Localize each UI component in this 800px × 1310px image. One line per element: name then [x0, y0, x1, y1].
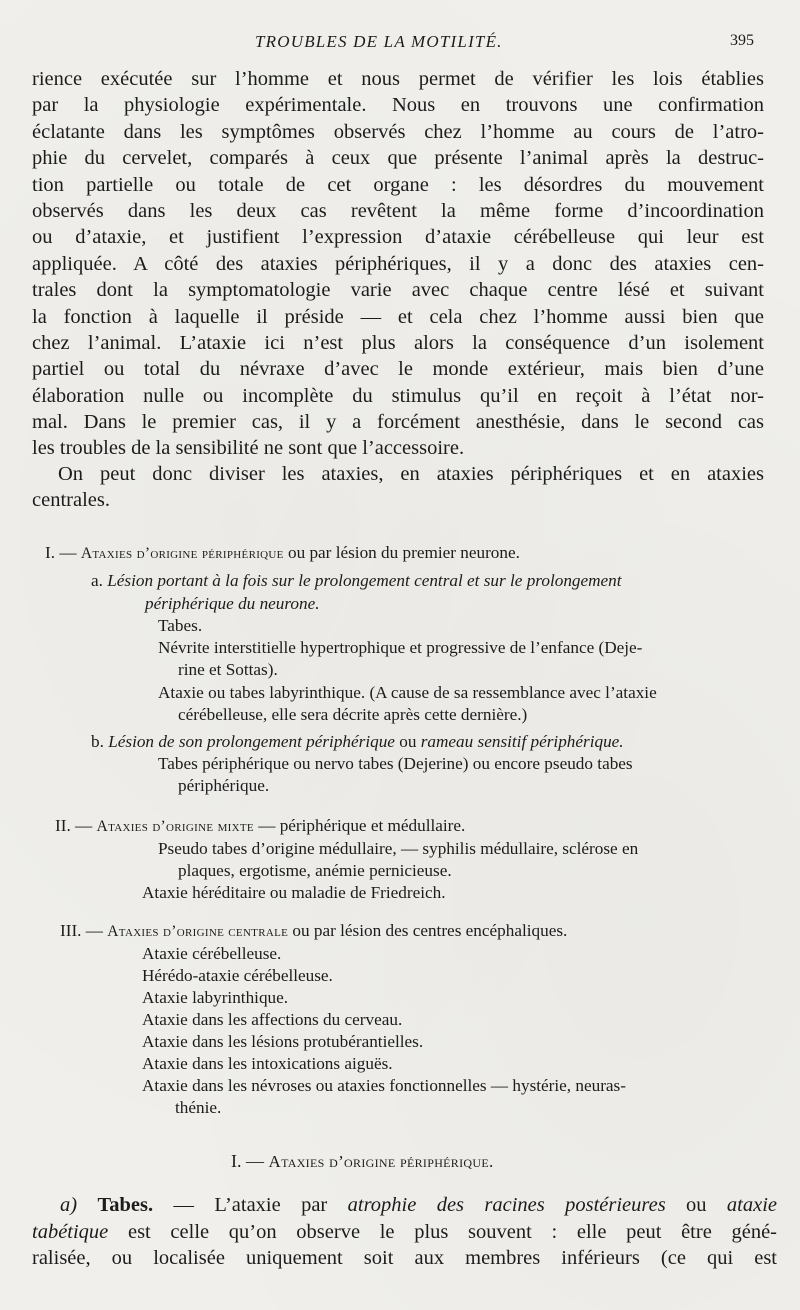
text-line: On peut donc diviser les ataxies, en ataxies périphériques et en ataxies: [58, 463, 764, 485]
outline-item: Tabes périphérique ou nervo tabes (Dejerine) ou encore pseudo tabes: [158, 754, 633, 773]
outline-item: Ataxie cérébelleuse.: [142, 944, 282, 963]
outline-item: Ataxie dans les névroses ou ataxies fonctionnelles — hystérie, neuras-: [142, 1076, 626, 1095]
section-title: Ataxies d’origine périphérique.: [268, 1152, 494, 1171]
italic-run: ataxie: [726, 1194, 777, 1216]
outline-label: b.: [91, 732, 104, 751]
outline-label: a.: [91, 571, 103, 590]
outline-italic-text: rameau sensitif périphérique.: [420, 732, 624, 751]
paragraph-tabes: [32, 1192, 777, 1272]
outline-subheading-a-cont: périphérique du neurone.: [145, 594, 320, 613]
outline-item: Ataxie dans les intoxications aiguës.: [142, 1054, 393, 1073]
outline-rest: ou par lésion des centres encéphaliques.: [292, 921, 568, 940]
text-line: ralisée, ou localisée uniquement soit aux membres inférieurs (ce qui est: [32, 1247, 777, 1269]
outline-subheading-a: [91, 570, 622, 591]
paragraph-division: [32, 461, 764, 514]
outline-title: Ataxies d’origine périphérique: [80, 545, 284, 562]
outline-numeral: III.: [60, 921, 82, 940]
outline-dash: —: [59, 543, 77, 562]
page-header: [0, 24, 800, 54]
text-line: centrales.: [32, 489, 110, 512]
italic-run: atrophie des racines postérieures: [347, 1194, 666, 1216]
item-title: Tabes.: [97, 1194, 154, 1216]
text-line: appliquée. A côté des ataxies périphériques, il y a donc des ataxies cen-: [32, 252, 764, 275]
outline-item: Ataxie dans les affections du cerveau.: [142, 1010, 403, 1029]
outline-item: plaques, ergotisme, anémie pernicieuse.: [178, 861, 452, 880]
outline-item: Névrite interstitielle hypertrophique et progressive de l’enfance (Deje-: [158, 638, 643, 657]
outline-italic-text: Lésion portant à la fois sur le prolongement central et sur le prolongement: [107, 571, 622, 590]
text-line: éclatante dans les symptômes observés chez l’homme au cours de l’atro-: [32, 120, 764, 143]
outline-item: rine et Sottas).: [178, 660, 278, 679]
text-line: tion partielle ou totale de cet organe : les désordres du mouvement: [32, 173, 764, 196]
outline-numeral: I.: [45, 543, 56, 562]
running-title: TROUBLES DE LA MOTILITÉ.: [255, 32, 503, 51]
outline-numeral: II.: [55, 816, 71, 835]
text-line: mal. Dans le premier cas, il y a forcément anesthésie, dans le second cas: [32, 411, 764, 434]
text-line: partiel ou total du névraxe d’avec le monde extérieur, mais bien d’une: [32, 358, 764, 381]
text-line: ou d’ataxie, et justifient l’expression d’ataxie cérébelleuse qui leur est: [32, 226, 764, 249]
outline-title: Ataxies d’origine centrale: [107, 923, 289, 940]
outline-item: cérébelleuse, elle sera décrite après cette dernière.): [178, 705, 528, 724]
outline-heading-ii: [55, 815, 465, 837]
outline-rest: ou par lésion du premier neurone.: [287, 543, 520, 562]
text-line: rience exécutée sur l’homme et nous permet de vérifier les lois établies: [32, 68, 764, 90]
section-heading: [231, 1151, 494, 1172]
outline-item: Hérédo-ataxie cérébelleuse.: [142, 966, 333, 985]
outline-rest: — périphérique et médullaire.: [258, 816, 466, 835]
outline-item: périphérique.: [178, 776, 270, 795]
italic-run: tabétique: [32, 1220, 109, 1243]
outline-item: thénie.: [175, 1098, 222, 1117]
outline-item: Tabes.: [158, 616, 203, 635]
outline-item: Ataxie labyrinthique.: [142, 988, 289, 1007]
text-line: élaboration nulle ou incomplète du stimulus qu’il en reçoit à l’état nor-: [32, 384, 764, 407]
outline-item: Ataxie dans les lésions protubérantielles.: [142, 1032, 424, 1051]
outline-item: Ataxie ou tabes labyrinthique. (A cause de sa ressemblance avec l’ataxie: [158, 683, 657, 702]
page-number: 395: [730, 32, 754, 49]
text-run: — L’ataxie par: [173, 1194, 328, 1216]
text-run: ou: [686, 1194, 707, 1216]
outline-item: Ataxie héréditaire ou maladie de Friedreich.: [142, 883, 446, 902]
text-line: observés dans les deux cas revêtent la même forme d’incoordination: [32, 199, 764, 222]
paragraph-main: [32, 66, 764, 462]
outline-title: Ataxies d’origine mixte: [96, 818, 254, 835]
text-line: [32, 1192, 777, 1219]
section-numeral: I. —: [231, 1151, 264, 1171]
outline-heading-i: [45, 542, 520, 564]
outline-subheading-b: [91, 731, 624, 752]
text-line: les troubles de la sensibilité ne sont que l’accessoire.: [32, 437, 465, 460]
text-line: [32, 1219, 777, 1246]
text-line: trales dont la symptomatologie varie avec chaque centre lésé et suivant: [32, 279, 764, 302]
outline-heading-iii: [60, 920, 567, 942]
outline-item: Pseudo tabes d’origine médullaire, — syphilis médullaire, sclérose en: [158, 839, 639, 858]
text-line: chez l’animal. L’ataxie ici n’est plus alors la conséquence d’un isolement: [32, 331, 764, 354]
outline-connector: ou: [399, 732, 417, 751]
text-line: par la physiologie expérimentale. Nous en trouvons une confirmation: [32, 94, 764, 117]
outline-italic-text: Lésion de son prolongement périphérique: [108, 732, 395, 751]
item-label: a): [60, 1194, 78, 1216]
text-run: est celle qu’on observe le plus souvent : elle peut être géné-: [127, 1220, 778, 1243]
text-line: la fonction à laquelle il préside — et cela chez l’homme aussi bien que: [32, 305, 764, 328]
outline-dash: —: [75, 816, 93, 835]
text-line: phie du cervelet, comparés à ceux que présente l’animal après la destruc-: [32, 147, 764, 170]
outline-dash: —: [85, 921, 103, 940]
